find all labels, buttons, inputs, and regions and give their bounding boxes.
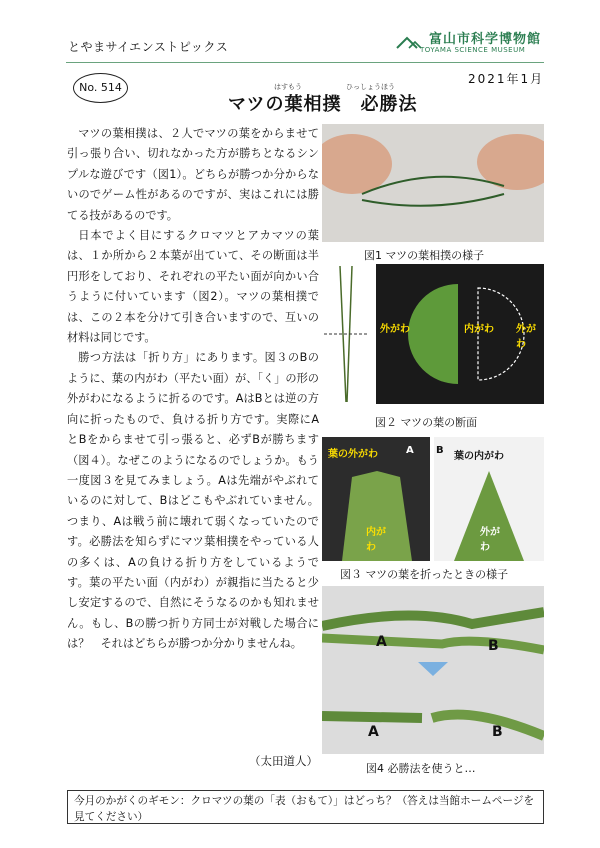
page-title: マツの葉相撲 必勝法 [228, 94, 418, 115]
fig2-outer-left-label: 外がわ [380, 324, 410, 335]
series-title: とやまサイエンストピックス [68, 40, 229, 54]
fig1-photo [322, 124, 544, 242]
title-ruby-1: はすもう [274, 83, 302, 91]
paragraph-1: マツの葉相撲は、２人でマツの葉をからませて引っ張り合い、切れなかった方が勝ちとなるシンプルな遊びです（図1）。どちらが勝つか分からないのでゲーム性があるのですが、実はこれには勝てる技があるのです。 [67, 127, 319, 222]
paragraph-3: 勝つ方法は「折り方」にあります。図３のBのように、葉の内がわ（平たい面）が、「く」の形の外がわになるように折るのです。AはBとは逆の方向に折ったもので、負ける折り方です。実際にAとBをからませて引っ張ると、必ずBが勝ちます（図４）。なぜこのようになるのでしょうか。もう一度図３を見てみましょう。Aは先端がやぶれているのに対して、Bはどこもやぶれていません。つまり、Aは戦う前に壊れて弱くなっていたのです。必勝法を知らずにマツ葉相撲をやっている人の多くは、Aの負ける折り方をしているようです。葉の平たい面（内がわ）が親指に当たると少し安定するので、自然にそうなるのかも知れません。もし、Bの勝つ折り方同士が対戦した場合には？ それはどちらが勝つか分かりませんね。 [67, 351, 319, 651]
museum-name-en: TOYAMA SCIENCE MUSEUM [420, 46, 526, 54]
fig4-b-bottom-label: B [492, 724, 503, 740]
fig2-caption: 図２ マツの葉の断面 [375, 416, 478, 429]
fig3-b-photo [434, 437, 544, 561]
fig4-illustration [322, 586, 544, 754]
fig3-a-photo [322, 437, 430, 561]
footer-text: 今月のかがくのギモン：クロマツの葉の「表（おもて）」はどっち？（答えは当館ホームページを見てください） [74, 795, 535, 823]
fig3-a-label: A [406, 445, 414, 456]
fig4-b-top-label: B [488, 638, 499, 654]
footer-question-box [67, 790, 544, 824]
issue-number: No. 514 [73, 73, 128, 103]
down-arrow-icon [418, 662, 448, 676]
fig4-a-bottom-label: A [368, 724, 379, 740]
article-body [67, 124, 319, 655]
fig2-inner-label: 内がわ [464, 324, 494, 335]
fig1-caption: 図1 マツの葉相撲の様子 [364, 249, 485, 262]
paragraph-2: 日本でよく目にするクロマツとアカマツの葉は、１か所から２本葉が出ていて、その断面は半円形をしており、それぞれの平たい面が向かい合うように付いています（図2）。マツの葉相撲では、この２本を分けて引き合いますので、互いの材料は同じです。 [67, 229, 319, 345]
fig3-outer-label: 外がわ [480, 527, 500, 553]
fig3-caption: 図３ マツの葉を折ったときの様子 [340, 568, 509, 581]
fig2-section-photo [376, 264, 544, 404]
issue-date: 2021年1月 [468, 72, 545, 86]
fig2-needles-illustration [322, 264, 370, 404]
fig4-caption: 図4 必勝法を使うと… [366, 762, 476, 775]
fig3-inner-label: 内がわ [366, 527, 386, 553]
fig3-b-label: B [436, 445, 444, 456]
author: （太田道人） [249, 754, 318, 768]
fig3-leaf-outer-label: 葉の外がわ [328, 449, 378, 460]
fig1-illustration [322, 124, 544, 242]
museum-name: 富山市科学博物館 [429, 32, 542, 47]
fig2-needles-photo [322, 264, 370, 404]
title-ruby-2: ひっしょうほう [346, 83, 395, 91]
header-divider [66, 62, 544, 63]
fig2-outer-right-label: 外がわ [516, 324, 536, 350]
fig4-a-top-label: A [376, 634, 387, 650]
fig4-photo [322, 586, 544, 754]
fig3-leaf-inner-label: 葉の内がわ [454, 451, 504, 462]
